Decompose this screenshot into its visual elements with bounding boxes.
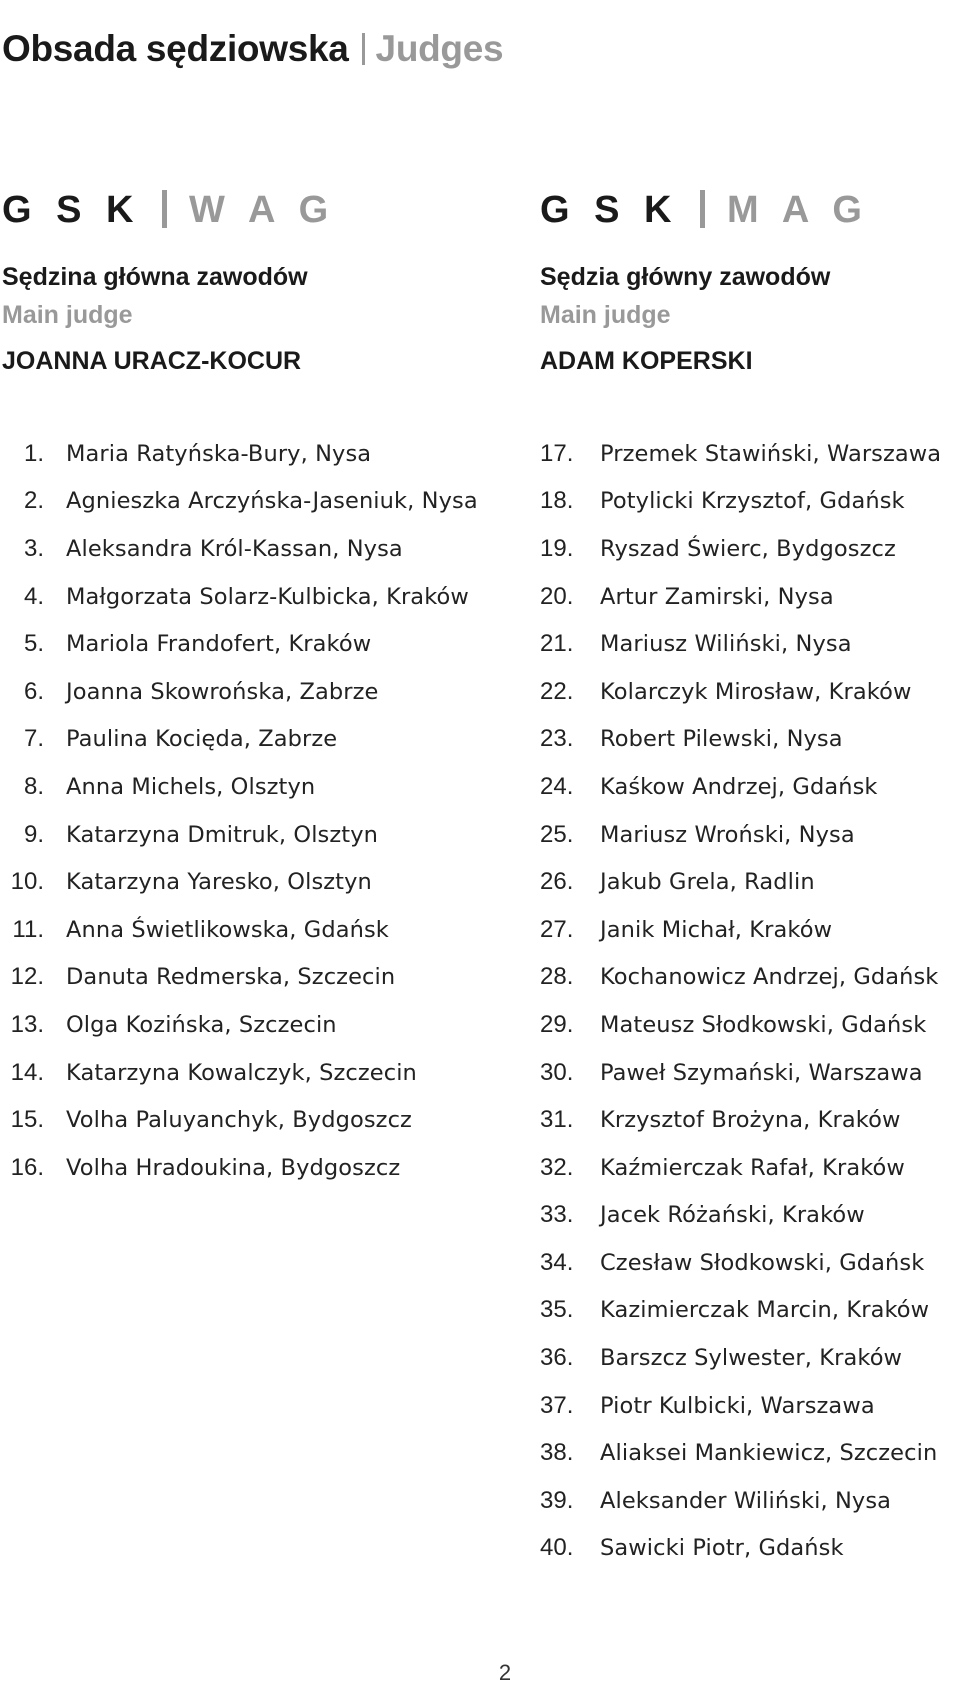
judge-list-item bbox=[540, 763, 958, 811]
judge-list-item bbox=[2, 1049, 492, 1097]
judge-name: Ryszad Świerc, Bydgoszcz bbox=[600, 535, 896, 562]
wag-header-divider bbox=[162, 190, 167, 228]
judge-list-item bbox=[540, 1382, 958, 1430]
wag-judge-list bbox=[2, 430, 492, 1192]
judge-number: 28. bbox=[540, 963, 574, 991]
judge-list-item bbox=[2, 954, 492, 1002]
judge-number: 22. bbox=[540, 677, 574, 705]
judge-name: Janik Michał, Kraków bbox=[600, 916, 833, 943]
judge-number: 26. bbox=[540, 868, 574, 896]
judge-number: 11. bbox=[12, 915, 44, 943]
mag-role-pl: Sędzia główny zawodów bbox=[540, 263, 831, 291]
judge-number: 37. bbox=[540, 1391, 574, 1419]
judge-name: Przemek Stawiński, Warszawa bbox=[600, 440, 942, 467]
judge-list-item bbox=[2, 1096, 492, 1144]
judge-number: 14. bbox=[10, 1058, 44, 1086]
judge-list-item bbox=[540, 1192, 958, 1240]
judge-number: 15. bbox=[10, 1106, 44, 1134]
judge-list-item bbox=[540, 1239, 958, 1287]
judge-name: Kaśkow Andrzej, Gdańsk bbox=[600, 773, 878, 800]
judge-number: 40. bbox=[540, 1534, 574, 1562]
judge-name: Krzysztof Brożyna, Kraków bbox=[600, 1107, 901, 1134]
judge-number: 23. bbox=[540, 725, 574, 753]
judge-name: Kazimierczak Marcin, Kraków bbox=[600, 1297, 930, 1324]
judge-list-item bbox=[540, 954, 958, 1002]
wag-main-judge: JOANNA URACZ-KOCUR bbox=[2, 347, 302, 375]
judge-number: 1. bbox=[23, 439, 44, 467]
judge-name: Maria Ratyńska-Bury, Nysa bbox=[66, 440, 372, 467]
judge-list-item bbox=[540, 1477, 958, 1525]
judge-number: 39. bbox=[540, 1486, 574, 1514]
judge-list-item bbox=[540, 1334, 958, 1382]
judge-name: Aleksandra Król-Kassan, Nysa bbox=[66, 535, 403, 562]
judge-number: 32. bbox=[540, 1153, 574, 1181]
judge-name: Volha Paluyanchyk, Bydgoszcz bbox=[66, 1107, 412, 1134]
page-title-en: Judges bbox=[375, 27, 504, 69]
judge-list-item bbox=[540, 1096, 958, 1144]
judge-name: Małgorzata Solarz-Kulbicka, Kraków bbox=[66, 583, 469, 610]
judge-number: 36. bbox=[540, 1344, 574, 1372]
judge-list-item bbox=[540, 573, 958, 621]
judge-name: Katarzyna Dmitruk, Olsztyn bbox=[66, 821, 378, 848]
judge-list-item bbox=[2, 668, 492, 716]
judge-number: 3. bbox=[23, 534, 44, 562]
judge-list-item bbox=[2, 1001, 492, 1049]
judge-name: Mariola Frandofert, Kraków bbox=[66, 631, 372, 658]
judge-list-item bbox=[540, 668, 958, 716]
wag-section bbox=[2, 182, 492, 1192]
title-divider bbox=[362, 33, 365, 65]
judge-list-item bbox=[540, 716, 958, 764]
judge-name: Piotr Kulbicki, Warszawa bbox=[600, 1392, 875, 1419]
judge-name: Paulina Kocięda, Zabrze bbox=[66, 726, 338, 753]
judge-name: Mariusz Wroński, Nysa bbox=[600, 821, 855, 848]
judge-name: Jakub Grela, Radlin bbox=[600, 869, 815, 896]
judge-name: Aliaksei Mankiewicz, Szczecin bbox=[600, 1440, 938, 1467]
judge-number: 18. bbox=[540, 487, 574, 515]
judge-number: 31. bbox=[540, 1106, 574, 1134]
judge-number: 2. bbox=[23, 487, 44, 515]
judge-list-item bbox=[2, 906, 492, 954]
judge-list-item bbox=[540, 430, 958, 478]
judge-number: 13. bbox=[10, 1010, 44, 1038]
mag-role-en: Main judge bbox=[540, 301, 671, 329]
judge-number: 27. bbox=[540, 915, 574, 943]
judge-number: 5. bbox=[23, 630, 44, 658]
judge-number: 24. bbox=[540, 772, 574, 800]
judge-list-item bbox=[540, 858, 958, 906]
judge-number: 6. bbox=[23, 677, 44, 705]
judge-list-item bbox=[540, 811, 958, 859]
judge-name: Anna Świetlikowska, Gdańsk bbox=[66, 916, 389, 943]
judge-number: 25. bbox=[540, 820, 574, 848]
page-number: 2 bbox=[498, 1660, 512, 1685]
judge-list-item bbox=[2, 858, 492, 906]
judge-number: 16. bbox=[10, 1153, 44, 1181]
judge-list-item bbox=[540, 525, 958, 573]
judge-number: 38. bbox=[540, 1439, 574, 1467]
judge-name: Czesław Słodkowski, Gdańsk bbox=[600, 1249, 925, 1276]
judge-number: 20. bbox=[540, 582, 574, 610]
judge-name: Olga Kozińska, Szczecin bbox=[66, 1011, 337, 1038]
judge-list-item bbox=[540, 1429, 958, 1477]
judge-list-item bbox=[540, 1287, 958, 1335]
judge-name: Paweł Szymański, Warszawa bbox=[600, 1059, 923, 1086]
judge-number: 35. bbox=[540, 1296, 574, 1324]
judge-name: Katarzyna Yaresko, Olsztyn bbox=[66, 869, 372, 896]
judge-name: Jacek Różański, Kraków bbox=[600, 1202, 865, 1229]
judge-number: 10. bbox=[10, 868, 44, 896]
judge-name: Anna Michels, Olsztyn bbox=[66, 773, 316, 800]
judge-list-item bbox=[540, 1049, 958, 1097]
judge-number: 17. bbox=[540, 439, 574, 467]
judge-name: Barszcz Sylwester, Kraków bbox=[600, 1345, 903, 1372]
judge-list-item bbox=[540, 1001, 958, 1049]
judge-name: Joanna Skowrońska, Zabrze bbox=[66, 678, 379, 705]
judge-name: Katarzyna Kowalczyk, Szczecin bbox=[66, 1059, 417, 1086]
judge-list-item bbox=[2, 1144, 492, 1192]
mag-discipline: M A G bbox=[727, 189, 869, 231]
judge-number: 8. bbox=[23, 772, 44, 800]
judge-name: Kolarczyk Mirosław, Kraków bbox=[600, 678, 912, 705]
judge-list-item bbox=[2, 430, 492, 478]
judge-name: Volha Hradoukina, Bydgoszcz bbox=[66, 1154, 401, 1181]
judge-list-item bbox=[2, 763, 492, 811]
judge-number: 19. bbox=[540, 534, 574, 562]
mag-section bbox=[540, 182, 958, 1572]
judge-number: 30. bbox=[540, 1058, 574, 1086]
judge-list-item bbox=[540, 1525, 958, 1573]
judge-list-item bbox=[2, 716, 492, 764]
wag-role-en: Main judge bbox=[2, 301, 133, 329]
judge-number: 34. bbox=[540, 1248, 574, 1276]
judge-name: Mariusz Wiliński, Nysa bbox=[600, 631, 852, 658]
judge-number: 33. bbox=[540, 1201, 574, 1229]
judge-name: Danuta Redmerska, Szczecin bbox=[66, 964, 396, 991]
judge-name: Agnieszka Arczyńska-Jaseniuk, Nysa bbox=[66, 488, 478, 515]
judge-list-item bbox=[540, 1144, 958, 1192]
judge-list-item bbox=[540, 478, 958, 526]
judge-list-item bbox=[2, 478, 492, 526]
judge-number: 4. bbox=[23, 582, 44, 610]
wag-discipline: W A G bbox=[189, 189, 336, 231]
judge-list-item bbox=[540, 620, 958, 668]
judge-number: 29. bbox=[540, 1010, 574, 1038]
judge-number: 7. bbox=[23, 725, 44, 753]
mag-main-judge: ADAM KOPERSKI bbox=[540, 347, 753, 375]
judge-name: Artur Zamirski, Nysa bbox=[600, 583, 834, 610]
judge-list-item bbox=[2, 811, 492, 859]
judge-name: Potylicki Krzysztof, Gdańsk bbox=[600, 488, 905, 515]
mag-header bbox=[540, 182, 958, 238]
judge-list-item bbox=[2, 573, 492, 621]
judge-name: Robert Pilewski, Nysa bbox=[600, 726, 843, 753]
wag-header bbox=[2, 182, 492, 238]
judge-list-item bbox=[2, 525, 492, 573]
judge-name: Mateusz Słodkowski, Gdańsk bbox=[600, 1011, 927, 1038]
judge-name: Sawicki Piotr, Gdańsk bbox=[600, 1535, 844, 1562]
judge-number: 21. bbox=[540, 630, 574, 658]
judge-list-item bbox=[540, 906, 958, 954]
wag-code: G S K bbox=[2, 189, 141, 231]
judge-number: 9. bbox=[23, 820, 44, 848]
page-title-pl: Obsada sędziowska bbox=[2, 27, 349, 69]
judge-number: 12. bbox=[10, 963, 44, 991]
judge-name: Kochanowicz Andrzej, Gdańsk bbox=[600, 964, 939, 991]
judge-list-item bbox=[2, 620, 492, 668]
judge-name: Kaźmierczak Rafał, Kraków bbox=[600, 1154, 905, 1181]
judge-name: Aleksander Wiliński, Nysa bbox=[600, 1487, 892, 1514]
mag-code: G S K bbox=[540, 189, 679, 231]
page-title bbox=[2, 27, 503, 71]
wag-role-pl: Sędzina główna zawodów bbox=[2, 263, 308, 291]
mag-header-divider bbox=[700, 190, 705, 228]
mag-judge-list bbox=[540, 430, 958, 1572]
